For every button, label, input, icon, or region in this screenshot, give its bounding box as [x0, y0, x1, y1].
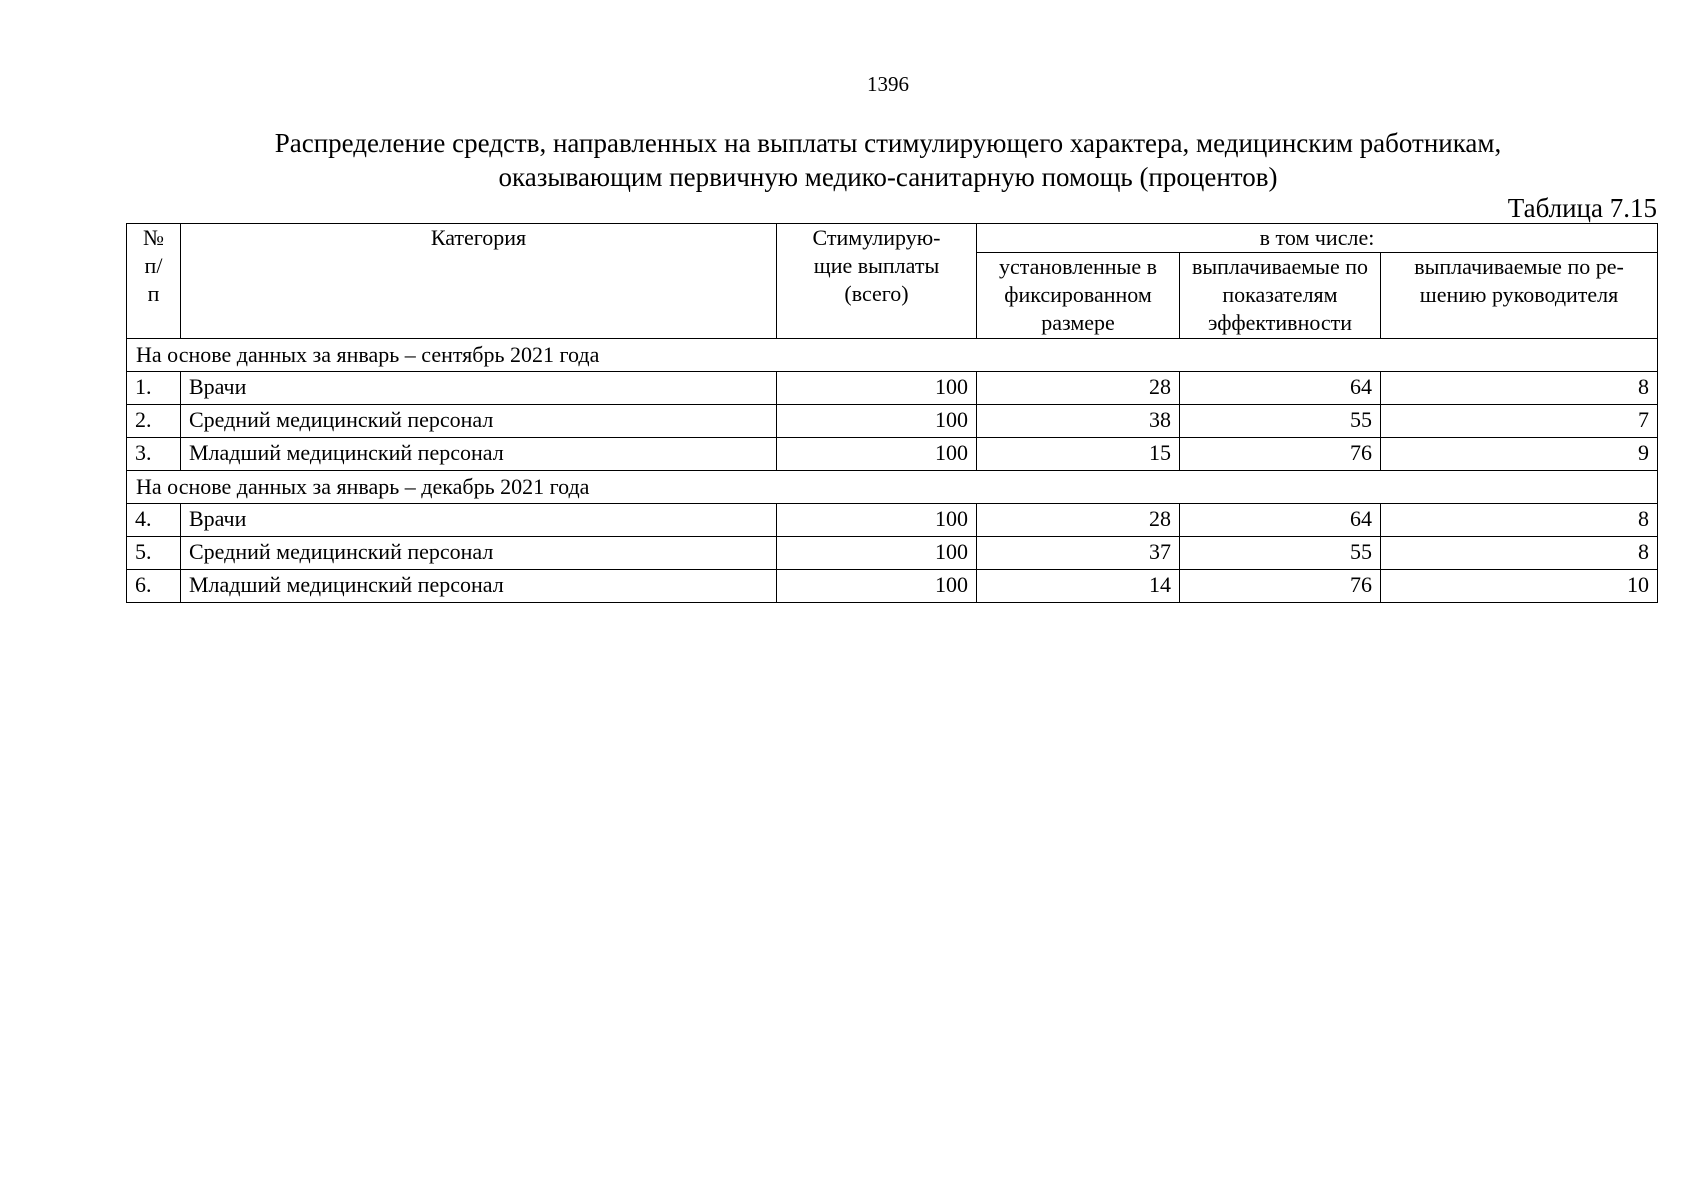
row-category: Врачи: [181, 372, 777, 405]
row-performance: 76: [1180, 438, 1381, 471]
row-manager: 8: [1381, 504, 1658, 537]
row-performance: 64: [1180, 504, 1381, 537]
header-total: Стимулирую-щие выплаты (всего): [777, 224, 977, 339]
row-num: 6.: [127, 570, 181, 603]
row-num: 5.: [127, 537, 181, 570]
row-fixed: 28: [977, 504, 1180, 537]
row-fixed: 15: [977, 438, 1180, 471]
row-manager: 8: [1381, 537, 1658, 570]
header-performance: выплачиваемые по показателям эффективности: [1180, 253, 1381, 339]
row-fixed: 37: [977, 537, 1180, 570]
table-row: [127, 504, 1658, 537]
row-category: Средний медицинский персонал: [181, 537, 777, 570]
page-number: 1396: [867, 72, 909, 96]
row-performance: 76: [1180, 570, 1381, 603]
table-row: [127, 570, 1658, 603]
row-manager: 8: [1381, 372, 1658, 405]
table-row: [127, 405, 1658, 438]
row-performance: 64: [1180, 372, 1381, 405]
header-fixed: установленные в фиксированном размере: [977, 253, 1180, 339]
row-fixed: 14: [977, 570, 1180, 603]
row-total: 100: [777, 405, 977, 438]
header-manager: выплачиваемые по ре-шению руководителя: [1381, 253, 1658, 339]
row-category: Младший медицинский персонал: [181, 438, 777, 471]
row-num: 4.: [127, 504, 181, 537]
row-total: 100: [777, 372, 977, 405]
row-manager: 7: [1381, 405, 1658, 438]
table-row: [127, 372, 1658, 405]
row-category: Врачи: [181, 504, 777, 537]
row-performance: 55: [1180, 405, 1381, 438]
row-manager: 10: [1381, 570, 1658, 603]
table-label: Таблица 7.15: [1507, 193, 1657, 223]
row-performance: 55: [1180, 537, 1381, 570]
page-title: [0, 126, 1697, 194]
header-category: Категория: [181, 224, 777, 339]
row-num: 2.: [127, 405, 181, 438]
section-title: На основе данных за январь – декабрь 2021 года: [127, 471, 1658, 504]
header-num: № п/п: [127, 224, 181, 339]
title-line-2: оказывающим первичную медико-санитарную помощь (процентов): [498, 162, 1278, 192]
row-category: Средний медицинский персонал: [181, 405, 777, 438]
section-title: На основе данных за январь – сентябрь 2021 года: [127, 339, 1658, 372]
row-category: Младший медицинский персонал: [181, 570, 777, 603]
header-including: в том числе:: [977, 224, 1658, 253]
distribution-table: [126, 223, 1658, 603]
row-num: 3.: [127, 438, 181, 471]
row-total: 100: [777, 504, 977, 537]
row-num: 1.: [127, 372, 181, 405]
row-total: 100: [777, 438, 977, 471]
title-line-1: Распределение средств, направленных на выплаты стимулирующего характера, медицинским работникам,: [274, 128, 1502, 158]
table-row: [127, 537, 1658, 570]
row-total: 100: [777, 570, 977, 603]
row-fixed: 38: [977, 405, 1180, 438]
row-manager: 9: [1381, 438, 1658, 471]
row-total: 100: [777, 537, 977, 570]
table-row: [127, 438, 1658, 471]
row-fixed: 28: [977, 372, 1180, 405]
